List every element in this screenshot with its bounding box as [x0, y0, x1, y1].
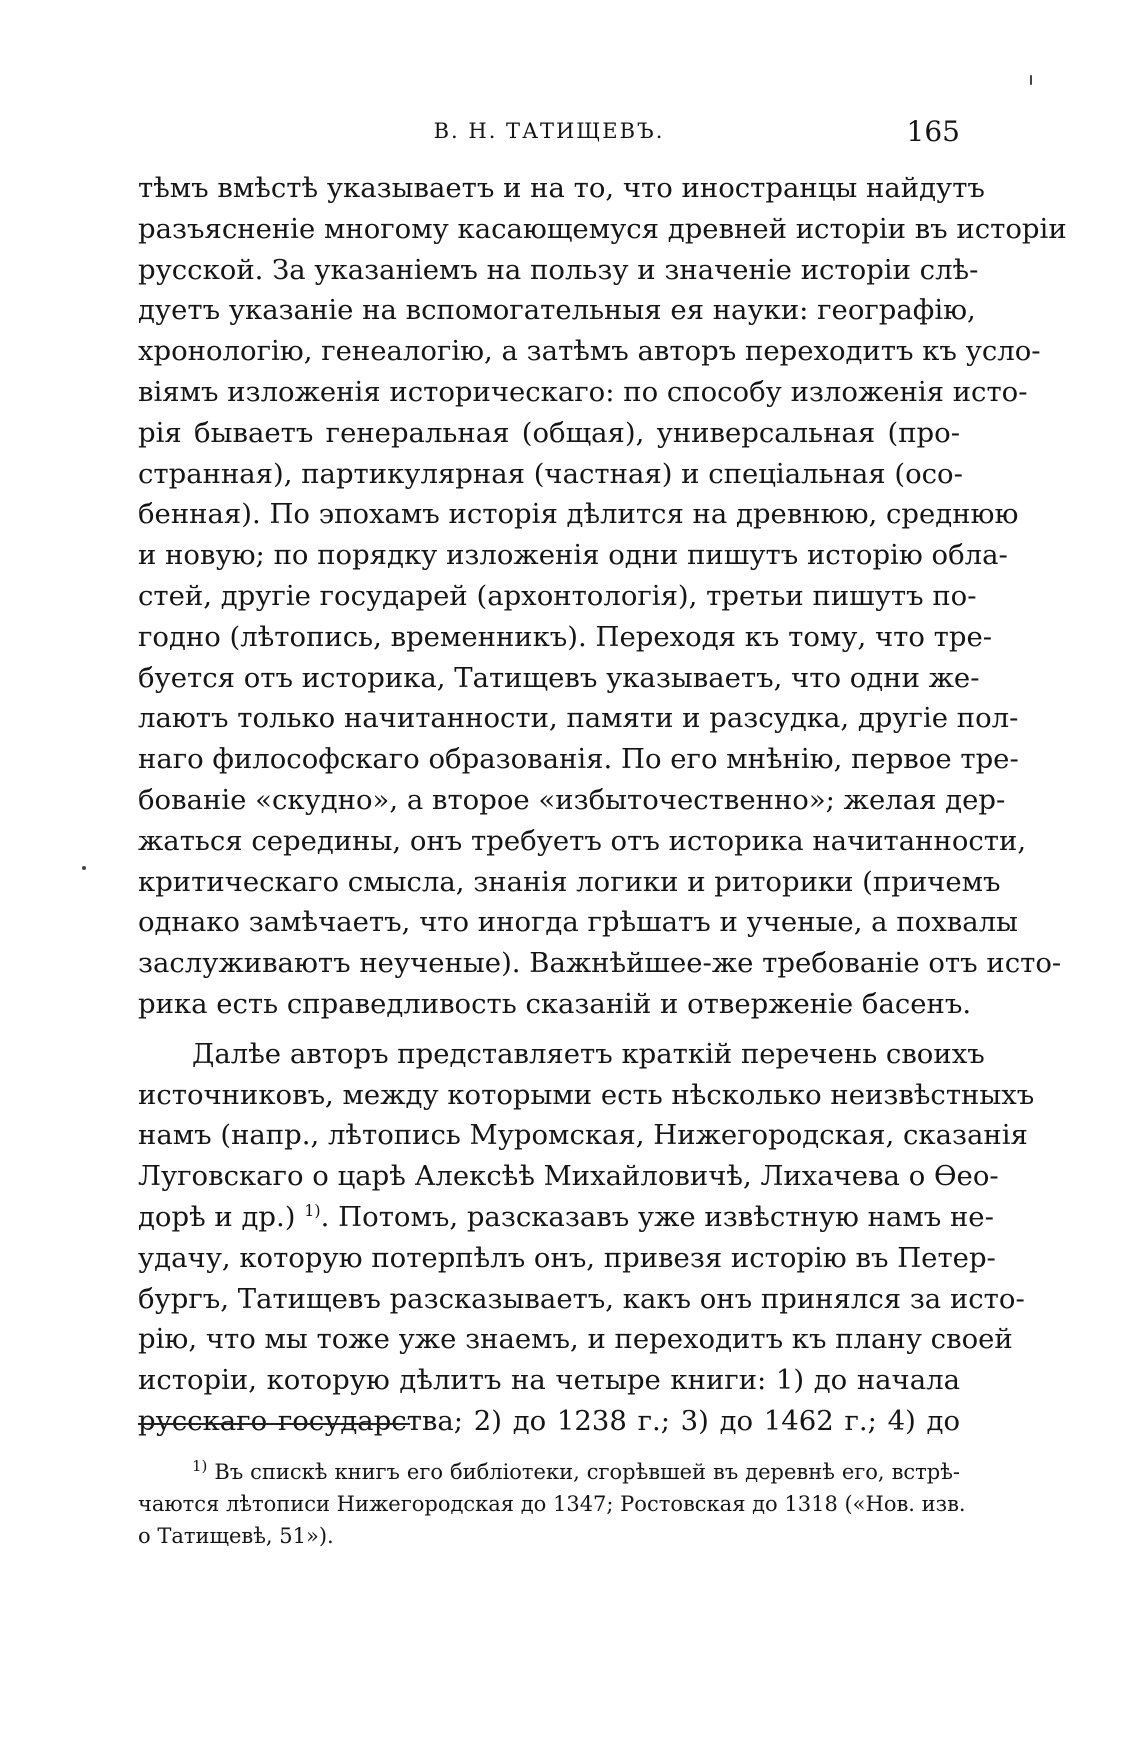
text-line: заслуживаютъ неученые). Важнѣйшее-же требованіе отъ исто- [138, 947, 1062, 980]
text-line: рика есть справедливость сказаній и отверженіе басенъ. [138, 987, 972, 1020]
footnote-text: Въ спискѣ книгъ его библіотеки, сгорѣвшей въ деревнѣ его, встрѣ- [214, 1460, 960, 1484]
text-line-with-footnote-ref [138, 1197, 994, 1238]
main-text [138, 168, 1067, 1442]
text-line: бованіе «скудно», а второе «избыточественно»; желая дер- [138, 783, 1006, 816]
text-line: наго философскаго образованія. По его мнѣнію, первое тре- [138, 743, 1019, 776]
text-line: тѣмъ вмѣстѣ указываетъ и на то, что иностранцы найдутъ [138, 172, 985, 204]
page-number: 165 [906, 115, 960, 148]
text-fragment: . Потомъ, разсказавъ уже извѣстную намъ не- [320, 1200, 994, 1233]
paragraph-1 [138, 168, 1067, 1025]
text-line: намъ (напр., лѣтопись Муромская, Нижегородская, сказанія [138, 1119, 1028, 1152]
paragraph-2 [138, 1034, 1035, 1442]
running-title: В. Н. ТАТИЩЕВЪ. [433, 119, 665, 143]
text-line: бенная). По эпохамъ исторія дѣлится на древнюю, среднюю [138, 498, 1019, 531]
text-line: Луговскаго о царѣ Алексѣѣ Михайловичѣ, Лихачева о Ѳео- [138, 1160, 999, 1193]
text-line: жаться середины, онъ требуетъ отъ историка начитанности, [138, 824, 1027, 857]
text-line: источниковъ, между которыми есть нѣсколько неизвѣстныхъ [138, 1078, 1035, 1111]
text-line: віямъ изложенія историческаго: по способу изложенія исто- [138, 375, 1028, 408]
footnote-line: о Татищевѣ, 51»). [138, 1524, 334, 1548]
scan-speck [1030, 75, 1032, 85]
text-line: удачу, которую потерпѣлъ онъ, привезя исторію въ Петер- [138, 1241, 996, 1274]
text-line: годно (лѣтопись, временникъ). Переходя къ тому, что тре- [138, 620, 993, 653]
text-line: лаютъ только начитанности, памяти и разсудка, другіе пол- [138, 702, 1019, 735]
text-line: стей, другіе государей (архонтологія), третьи пишутъ по- [138, 579, 977, 612]
text-line: однако замѣчаетъ, что иногда грѣшатъ и ученые, а похвалы [138, 906, 1018, 939]
text-line: русскаго государства; 2) до 1238 г.; 3) до 1462 г.; 4) до [138, 1404, 960, 1437]
footnote-line: чаются лѣтописи Нижегородская до 1347; Ростовская до 1318 («Нов. изв. [138, 1492, 966, 1516]
text-line: дуетъ указаніе на вспомогательныя ея науки: географію, [138, 294, 976, 327]
text-line: хронологію, генеалогію, а затѣмъ авторъ переходитъ къ усло- [138, 335, 1041, 368]
text-line: русской. За указаніемъ на пользу и значеніе исторіи слѣ- [138, 253, 979, 286]
text-line: Далѣе авторъ представляетъ краткій перечень своихъ [192, 1037, 985, 1070]
paragraph-spacing [138, 1025, 960, 1034]
footnote-marker: 1) [192, 1457, 208, 1475]
text-line: буется отъ историка, Татищевъ указываетъ, что одни же- [138, 661, 980, 694]
text-line: рія бываетъ генеральная (общая), универсальная (про- [138, 416, 960, 449]
text-line: рію, что мы тоже уже знаемъ, и переходитъ къ плану своей [138, 1323, 1013, 1356]
text-line: странная), партикулярная (частная) и спеціальная (осо- [138, 457, 963, 490]
footnote [138, 1456, 966, 1552]
text-fragment: дорѣ и др.) [138, 1200, 296, 1233]
text-line: критическаго смысла, знанія логики и риторики (причемъ [138, 865, 1001, 898]
text-line: и новую; по порядку изложенія одни пишутъ исторію обла- [138, 539, 1008, 572]
text-line: бургъ, Татищевъ разсказываетъ, какъ онъ принялся за исто- [138, 1282, 1025, 1315]
running-header [138, 115, 960, 155]
text-line: разъясненіе многому касающемуся древней исторіи въ исторіи [138, 212, 1067, 245]
scan-speck [82, 866, 86, 870]
footnote-divider [138, 1423, 410, 1425]
footnote-reference[interactable]: 1) [304, 1200, 321, 1220]
footnote-line [138, 1456, 960, 1488]
text-line: исторіи, которую дѣлитъ на четыре книги: 1) до начала [138, 1364, 960, 1397]
